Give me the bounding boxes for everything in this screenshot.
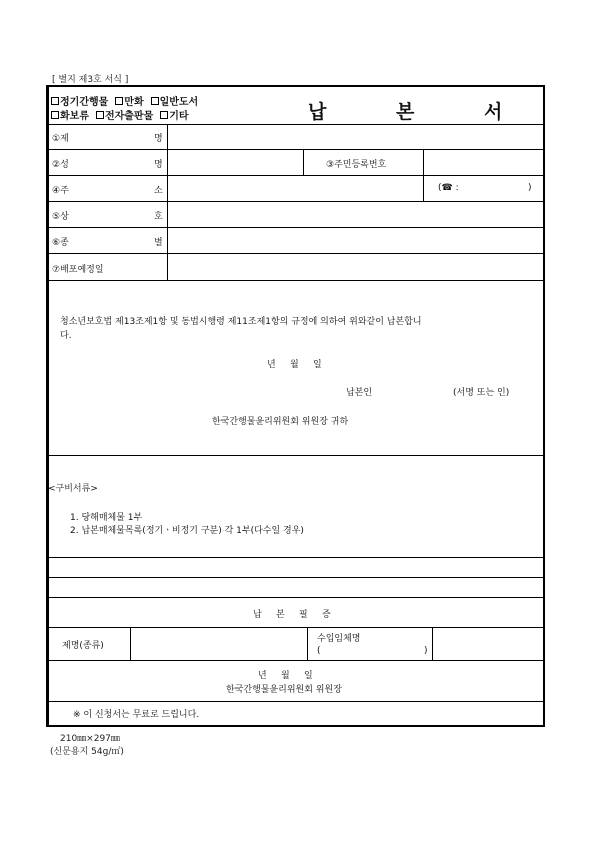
divider <box>167 124 168 280</box>
divider <box>423 149 424 175</box>
field-label-address-end: 소 <box>154 186 163 196</box>
free-of-charge-note: ※ 이 신청서는 무료로 드립니다. <box>73 710 200 720</box>
statement-date: 년 월 일 <box>267 360 322 370</box>
divider <box>130 627 131 660</box>
paper-type: (신문용지 54g/㎡) <box>50 747 124 757</box>
option-row-1: 정기간행물 만화 일반도서 <box>51 93 198 108</box>
checkbox-periodical[interactable] <box>51 97 59 105</box>
form-title-char-2: 본 <box>396 101 415 123</box>
field-label-trade: ⑤상 <box>52 212 69 222</box>
divider <box>48 701 545 702</box>
divider <box>432 627 433 660</box>
paper-size: 210㎜×297㎜ <box>60 734 120 744</box>
divider <box>48 175 545 176</box>
divider <box>48 455 545 456</box>
divider <box>48 577 545 578</box>
form-outer-border <box>46 85 545 727</box>
divider <box>48 660 545 661</box>
receipt-date: 년 월 일 <box>258 671 313 681</box>
receipt-issuer: 한국간행물윤리위원회 위원장 <box>226 685 342 695</box>
receipt-header: 납 본 필 증 <box>253 610 331 620</box>
checkbox-general-book[interactable] <box>151 97 159 105</box>
divider <box>48 201 545 202</box>
divider <box>423 175 424 201</box>
form-title-char-3: 서 <box>484 101 503 123</box>
option-row-2: 화보류 전자출판물 기타 <box>51 107 189 122</box>
checkbox-comic[interactable] <box>115 97 123 105</box>
statement-line-2: 다. <box>60 331 72 341</box>
recipient: 한국간행물윤리위원회 위원장 귀하 <box>212 417 349 427</box>
divider <box>48 627 545 628</box>
field-label-title-end: 명 <box>154 134 163 144</box>
divider <box>48 253 545 254</box>
divider <box>48 597 545 598</box>
divider <box>303 149 304 175</box>
receipt-subject-label: 제명(종류) <box>62 641 104 651</box>
divider <box>48 280 545 281</box>
attachment-item-1: 1. 당해매체물 1부 <box>70 513 143 523</box>
receipt-paren-open: ( <box>317 646 321 656</box>
divider <box>48 557 545 558</box>
divider <box>48 124 545 125</box>
phone-close: ) <box>528 183 532 193</box>
submitter-label: 납본인 <box>346 388 373 398</box>
receipt-receipt-label: 수입임체명 <box>317 634 361 644</box>
field-label-trade-end: 호 <box>154 212 163 222</box>
divider <box>48 227 545 228</box>
checkbox-e-publication[interactable] <box>96 111 104 119</box>
form-title-char-1: 납 <box>308 101 327 123</box>
field-label-kind-end: 별 <box>154 238 163 248</box>
statement-line-1: 청소년보호법 제13조제1항 및 동법시행령 제11조제1항의 규정에 의하여 위와같이 납본합니 <box>60 317 422 327</box>
field-label-name-end: 명 <box>154 160 163 170</box>
field-label-rrn: ③주민등록번호 <box>326 160 387 170</box>
phone-open: (☎ : <box>438 183 459 193</box>
field-label-release: ⑦배포예정일 <box>52 265 104 275</box>
divider <box>48 149 545 150</box>
field-label-name: ②성 <box>52 160 69 170</box>
sign-label: (서명 또는 인) <box>453 388 510 398</box>
field-label-title: ①제 <box>52 134 69 144</box>
field-label-address: ④주 <box>52 186 69 196</box>
receipt-paren-close: ) <box>424 646 428 656</box>
attachments-header: <구비서류> <box>48 484 98 494</box>
checkbox-pictorial[interactable] <box>51 111 59 119</box>
divider <box>307 627 308 660</box>
form-label: [ 별지 제3호 서식 ] <box>52 75 129 85</box>
field-label-kind: ⑥종 <box>52 238 69 248</box>
checkbox-other[interactable] <box>160 111 168 119</box>
attachment-item-2: 2. 납본매체물목록(정기ㆍ비정기 구분) 각 1부(다수일 경우) <box>70 526 304 536</box>
